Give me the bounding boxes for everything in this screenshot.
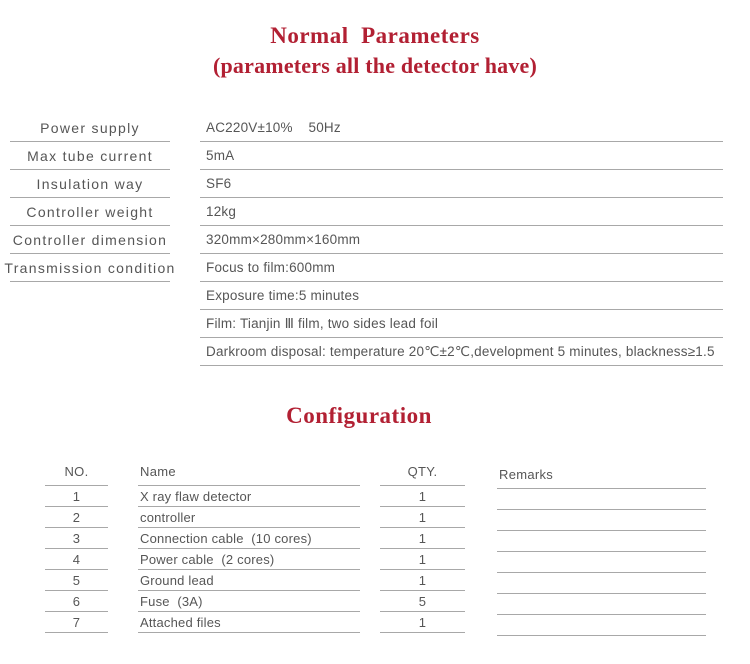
parameter-label: Power supply bbox=[10, 114, 170, 142]
page-title: Normal Parameters bbox=[270, 23, 480, 48]
config-header-no: NO. bbox=[45, 464, 108, 486]
config-cell-no: 2 bbox=[45, 507, 108, 528]
config-cell-no: 3 bbox=[45, 528, 108, 549]
config-cell-name: Connection cable (10 cores) bbox=[138, 528, 360, 549]
parameter-value: AC220V±10% 50Hz bbox=[200, 114, 723, 142]
config-cell-no: 5 bbox=[45, 570, 108, 591]
config-cell-name: Power cable (2 cores) bbox=[138, 549, 360, 570]
parameter-label: Transmission condition bbox=[10, 254, 170, 282]
config-cell-remarks bbox=[497, 573, 706, 594]
parameter-label: Controller dimension bbox=[10, 226, 170, 254]
parameter-value: Film: Tianjin Ⅲ film, two sides lead foil bbox=[200, 310, 723, 338]
config-cell-remarks bbox=[497, 552, 706, 573]
config-cell-qty: 5 bbox=[380, 591, 465, 612]
parameter-label: Max tube current bbox=[10, 142, 170, 170]
config-cell-remarks bbox=[497, 531, 706, 552]
page-subtitle: (parameters all the detector have) bbox=[212, 53, 538, 78]
parameter-value: 320mm×280mm×160mm bbox=[200, 226, 723, 254]
parameter-value: SF6 bbox=[200, 170, 723, 198]
configuration-title-block bbox=[0, 402, 718, 430]
config-column-remarks bbox=[497, 467, 706, 636]
config-cell-remarks bbox=[497, 510, 706, 531]
config-cell-name: Attached files bbox=[138, 612, 360, 633]
config-cell-name: Fuse (3A) bbox=[138, 591, 360, 612]
parameter-value: 5mA bbox=[200, 142, 723, 170]
config-cell-remarks bbox=[497, 615, 706, 636]
parameter-label: Insulation way bbox=[10, 170, 170, 198]
config-cell-no: 4 bbox=[45, 549, 108, 570]
config-cell-no: 7 bbox=[45, 612, 108, 633]
config-cell-remarks bbox=[497, 489, 706, 510]
configuration-title: Configuration bbox=[286, 403, 432, 428]
parameter-value: 12kg bbox=[200, 198, 723, 226]
config-cell-qty: 1 bbox=[380, 549, 465, 570]
title-block bbox=[0, 20, 750, 80]
config-header-qty: QTY. bbox=[380, 464, 465, 486]
config-cell-no: 6 bbox=[45, 591, 108, 612]
config-cell-name: X ray flaw detector bbox=[138, 486, 360, 507]
parameter-value: Darkroom disposal: temperature 20℃±2℃,development 5 minutes, blackness≥1.5 bbox=[200, 338, 723, 366]
config-cell-qty: 1 bbox=[380, 486, 465, 507]
config-cell-name: controller bbox=[138, 507, 360, 528]
config-cell-qty: 1 bbox=[380, 507, 465, 528]
config-column-name bbox=[138, 464, 360, 633]
config-cell-qty: 1 bbox=[380, 612, 465, 633]
config-column-qty bbox=[380, 464, 465, 633]
config-cell-qty: 1 bbox=[380, 570, 465, 591]
config-column-no bbox=[45, 464, 108, 633]
parameters-label-column bbox=[4, 114, 176, 282]
parameter-label: Controller weight bbox=[10, 198, 170, 226]
config-header-name: Name bbox=[138, 464, 360, 486]
parameter-value: Exposure time:5 minutes bbox=[200, 282, 723, 310]
config-cell-name: Ground lead bbox=[138, 570, 360, 591]
parameters-value-column bbox=[200, 114, 723, 366]
config-cell-no: 1 bbox=[45, 486, 108, 507]
config-cell-qty: 1 bbox=[380, 528, 465, 549]
config-header-remarks: Remarks bbox=[497, 467, 706, 489]
config-cell-remarks bbox=[497, 594, 706, 615]
parameter-value: Focus to film:600mm bbox=[200, 254, 723, 282]
